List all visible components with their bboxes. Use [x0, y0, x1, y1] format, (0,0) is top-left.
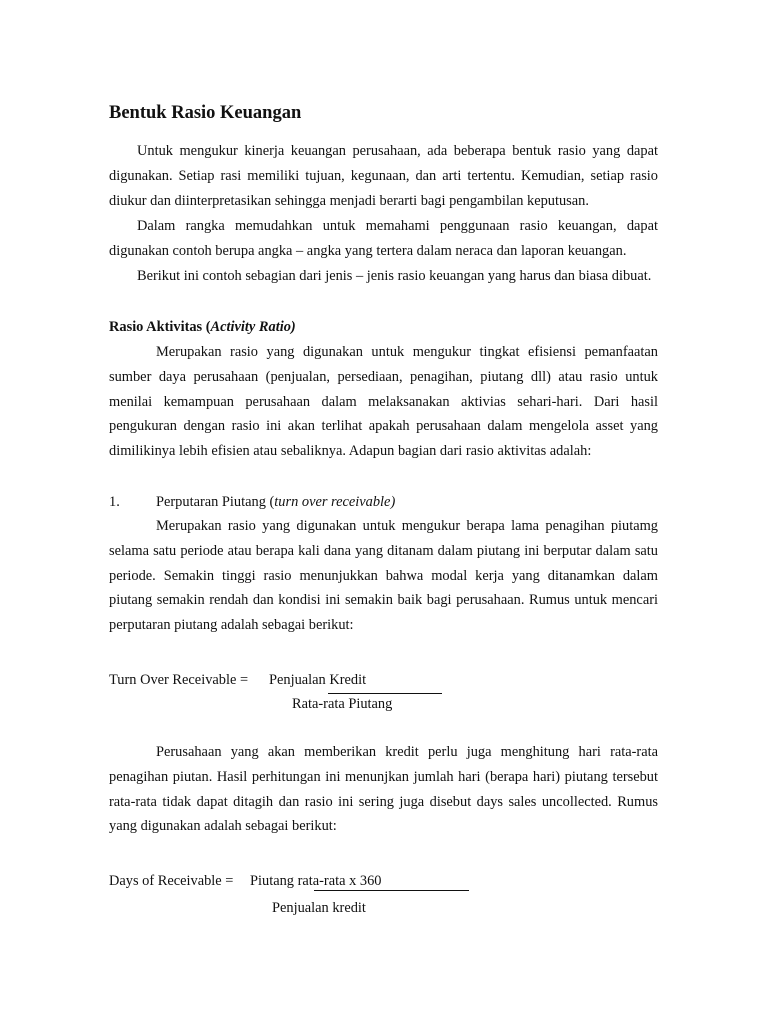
page-title: Bentuk Rasio Keuangan [109, 103, 302, 123]
list-item-title [156, 490, 395, 514]
formula1-label: Turn Over Receivable = [109, 672, 249, 688]
formula2-fraction-line [314, 890, 469, 891]
formula2-numerator: Piutang rata-rata x 360 [250, 873, 382, 889]
section-heading [109, 315, 296, 339]
section-heading-text: Rasio Aktivitas ( [109, 319, 211, 335]
formula2-label: Days of Receivable = [109, 873, 234, 889]
section-paragraph: Merupakan rasio yang digunakan untuk mengukur tingkat efisiensi pemanfaatan sumber daya perusahaan (penjualan, persediaan, penagihan, piutang dll) atau rasio untuk menilai kemampuan perusahaan dalam melaksanakan aktivias sehari-hari. Dari hasil pengukuran dengan rasio ini akan terlihat apakah perusahaan dalam mengelola asset yang dimilikinya lebih efisien atau sebaliknya. Adapun bagian dari rasio aktivitas adalah: [109, 344, 658, 460]
item1-paragraph: Merupakan rasio yang digunakan untuk mengukur berapa lama penagihan piutamg selama satu periode atau berapa kali dana yang ditanam dalam piutang ini berputar dalam satu periode. Semakin tinggi rasio menunjukkan bahwa modal kerja yang ditanamkan dalam piutang semakin rendah dan kondisi ini semakin baik bagi perusahaan. Rumus untuk mencari perputaran piutang adalah sebagai berikut: [109, 518, 658, 634]
formula1-denominator: Rata-rata Piutang [292, 696, 393, 712]
formula1-numerator: Penjualan Kredit [269, 672, 367, 688]
list-item-number: 1. [109, 494, 120, 510]
intro-paragraph-3: Berikut ini contoh sebagian dari jenis – jenis rasio keuangan yang harus dan biasa dibuat. [137, 268, 652, 284]
section-heading-italic: Activity Ratio) [210, 319, 296, 335]
list-item-title-italic: turn over receivable) [274, 494, 396, 510]
intro-paragraph-1: Untuk mengukur kinerja keuangan perusahaan, ada beberapa bentuk rasio yang dapat digunakan. Setiap rasi memiliki tujuan, kegunaan, dan arti tertentu. Kemudian, setiap rasio diukur dan diinterpretasikan sehingga menjadi berarti bagi pengambilan keputusan. [109, 143, 658, 209]
intro-paragraph-2: Dalam rangka memudahkan untuk memahami penggunaan rasio keuangan, dapat digunakan contoh berupa angka – angka yang tertera dalam neraca dan laporan keuangan. [109, 218, 658, 259]
paragraph-2: Perusahaan yang akan memberikan kredit perlu juga menghitung hari rata-rata penagihan piutan. Hasil perhitungan ini menunjkan jumlah hari (berapa hari) piutang tersebut rata-rata tidak dapat ditagih dan rasio ini sering juga disebut days sales uncollected. Rumus yang digunakan adalah sebagai berikut: [109, 744, 658, 835]
formula2-denominator: Penjualan kredit [272, 900, 366, 916]
list-item-title-text: Perputaran Piutang ( [156, 494, 275, 510]
